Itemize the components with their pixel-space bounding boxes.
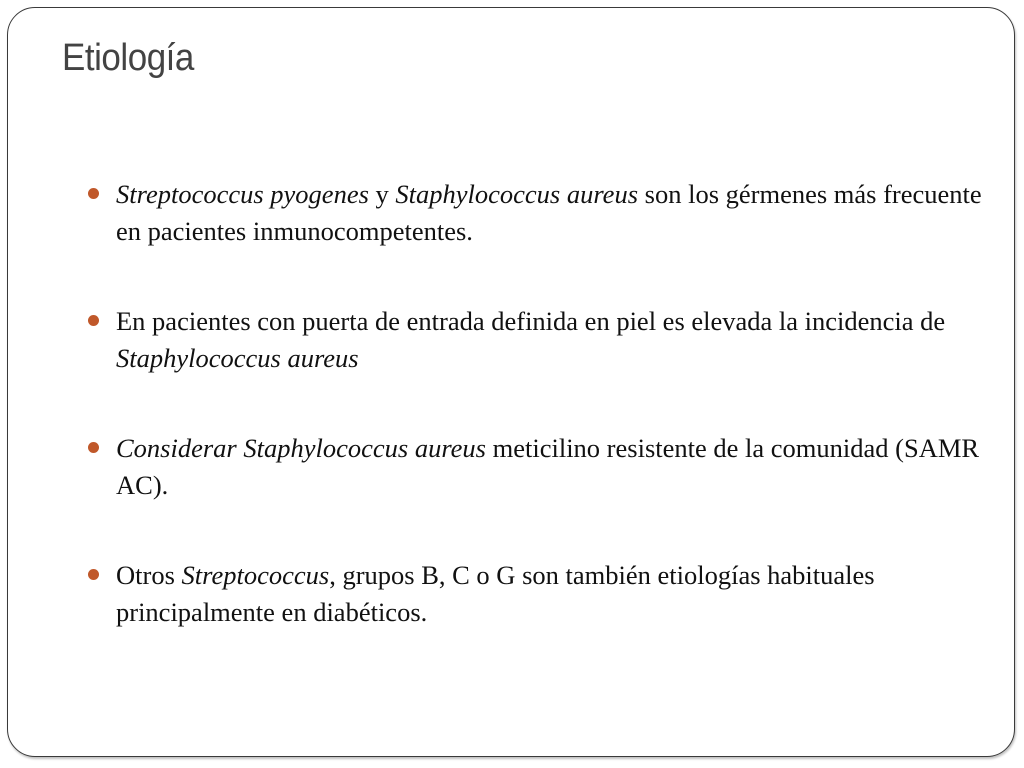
bullet-item — [88, 303, 988, 377]
bullet-text-segment: meticilino resistente de la comunidad (SAMR AC). — [116, 433, 980, 500]
bullet-item — [88, 176, 988, 250]
bullet-dot-icon — [88, 188, 99, 199]
bullet-dot-icon — [88, 442, 99, 453]
bullet-text-segment: son los gérmenes más frecuente en pacientes inmunocompetentes. — [116, 179, 982, 246]
bullet-text-segment: Streptococcus pyogenes — [116, 179, 369, 209]
bullet-text-segment: y — [368, 179, 396, 209]
bullet-item — [88, 430, 988, 504]
bullet-text-segment: Otros — [116, 560, 182, 590]
slide-frame — [7, 7, 1015, 757]
bullet-text-segment: En pacientes con puerta de entrada definida en piel es elevada la incidencia de — [116, 306, 946, 336]
slide-title: Etiología — [62, 37, 194, 79]
bullet-list — [88, 176, 988, 631]
bullet-dot-icon — [88, 315, 99, 326]
bullet-text-segment: Considerar Staphylococcus aureus — [116, 433, 486, 463]
bullet-dot-icon — [88, 569, 99, 580]
bullet-text-segment: Streptococcus — [181, 560, 330, 590]
bullet-text-segment: , grupos B, C o G son también etiologías habituales principalmente en diabéticos. — [116, 560, 875, 627]
bullet-text-segment: Staphylococcus aureus — [395, 179, 639, 209]
bullet-text-segment: Staphylococcus aureus — [116, 343, 359, 373]
bullet-item — [88, 557, 988, 631]
